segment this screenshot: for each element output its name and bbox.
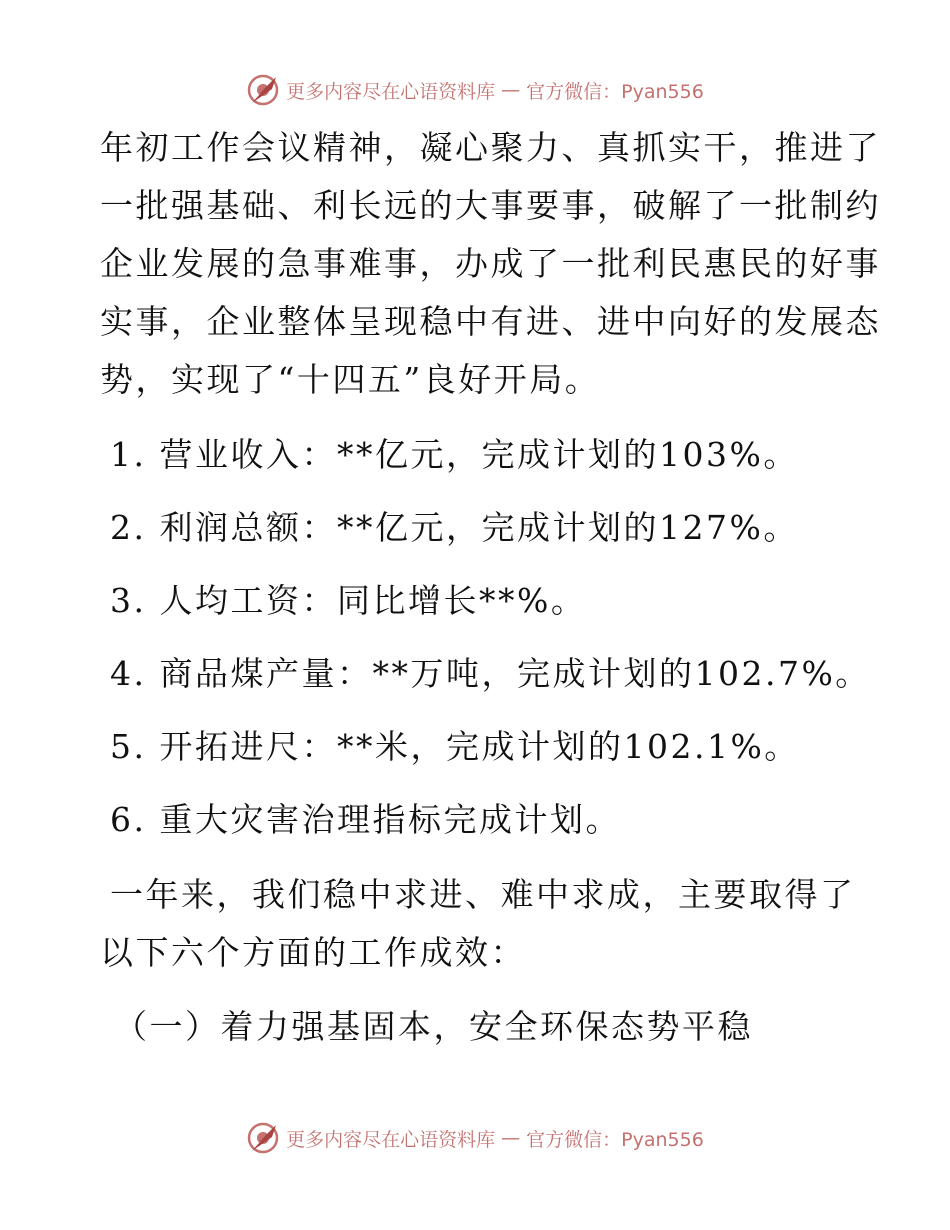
paragraph-line: 年初工作会议精神，凝心聚力、真抓实干，推进了 xyxy=(100,128,881,167)
footer-banner xyxy=(0,1116,950,1160)
footer-banner-dash: — xyxy=(501,1127,521,1149)
header-banner xyxy=(0,68,950,112)
footer-banner-main: 更多内容尽在心语资料库 xyxy=(286,1128,496,1151)
paragraph-line: 一批强基础、利长远的大事要事，破解了一批制约 xyxy=(100,186,881,225)
header-banner-dash: — xyxy=(501,79,521,101)
indicator-item: 4. 商品煤产量：**万吨，完成计划的102.7%。 xyxy=(110,654,871,693)
header-banner-main: 更多内容尽在心语资料库 xyxy=(286,80,496,103)
indicator-item: 1. 营业收入：**亿元，完成计划的103%。 xyxy=(110,435,799,474)
paragraph-line: 企业发展的急事难事，办成了一批利民惠民的好事 xyxy=(100,244,881,283)
quill-logo-icon xyxy=(246,1121,280,1155)
header-banner-wechat: 官方微信：Pyan556 xyxy=(526,80,704,103)
section-heading: （一）着力强基固本，安全环保态势平稳 xyxy=(114,1007,753,1046)
indicator-item: 5. 开拓进尺：**米，完成计划的102.1%。 xyxy=(110,727,800,766)
indicator-item: 2. 利润总额：**亿元，完成计划的127%。 xyxy=(110,508,799,547)
paragraph-line: 势，实现了“十四五”良好开局。 xyxy=(100,360,601,399)
paragraph-line: 以下六个方面的工作成效： xyxy=(100,933,526,972)
paragraph-line: 实事，企业整体呈现稳中有进、进中向好的发展态 xyxy=(100,302,881,341)
quill-logo-icon xyxy=(246,73,280,107)
footer-banner-wechat: 官方微信：Pyan556 xyxy=(526,1128,704,1151)
indicator-item: 3. 人均工资：同比增长**%。 xyxy=(110,581,587,620)
indicator-item: 6. 重大灾害治理指标完成计划。 xyxy=(110,800,621,839)
paragraph-line: 一年来，我们稳中求进、难中求成，主要取得了 xyxy=(110,875,856,914)
